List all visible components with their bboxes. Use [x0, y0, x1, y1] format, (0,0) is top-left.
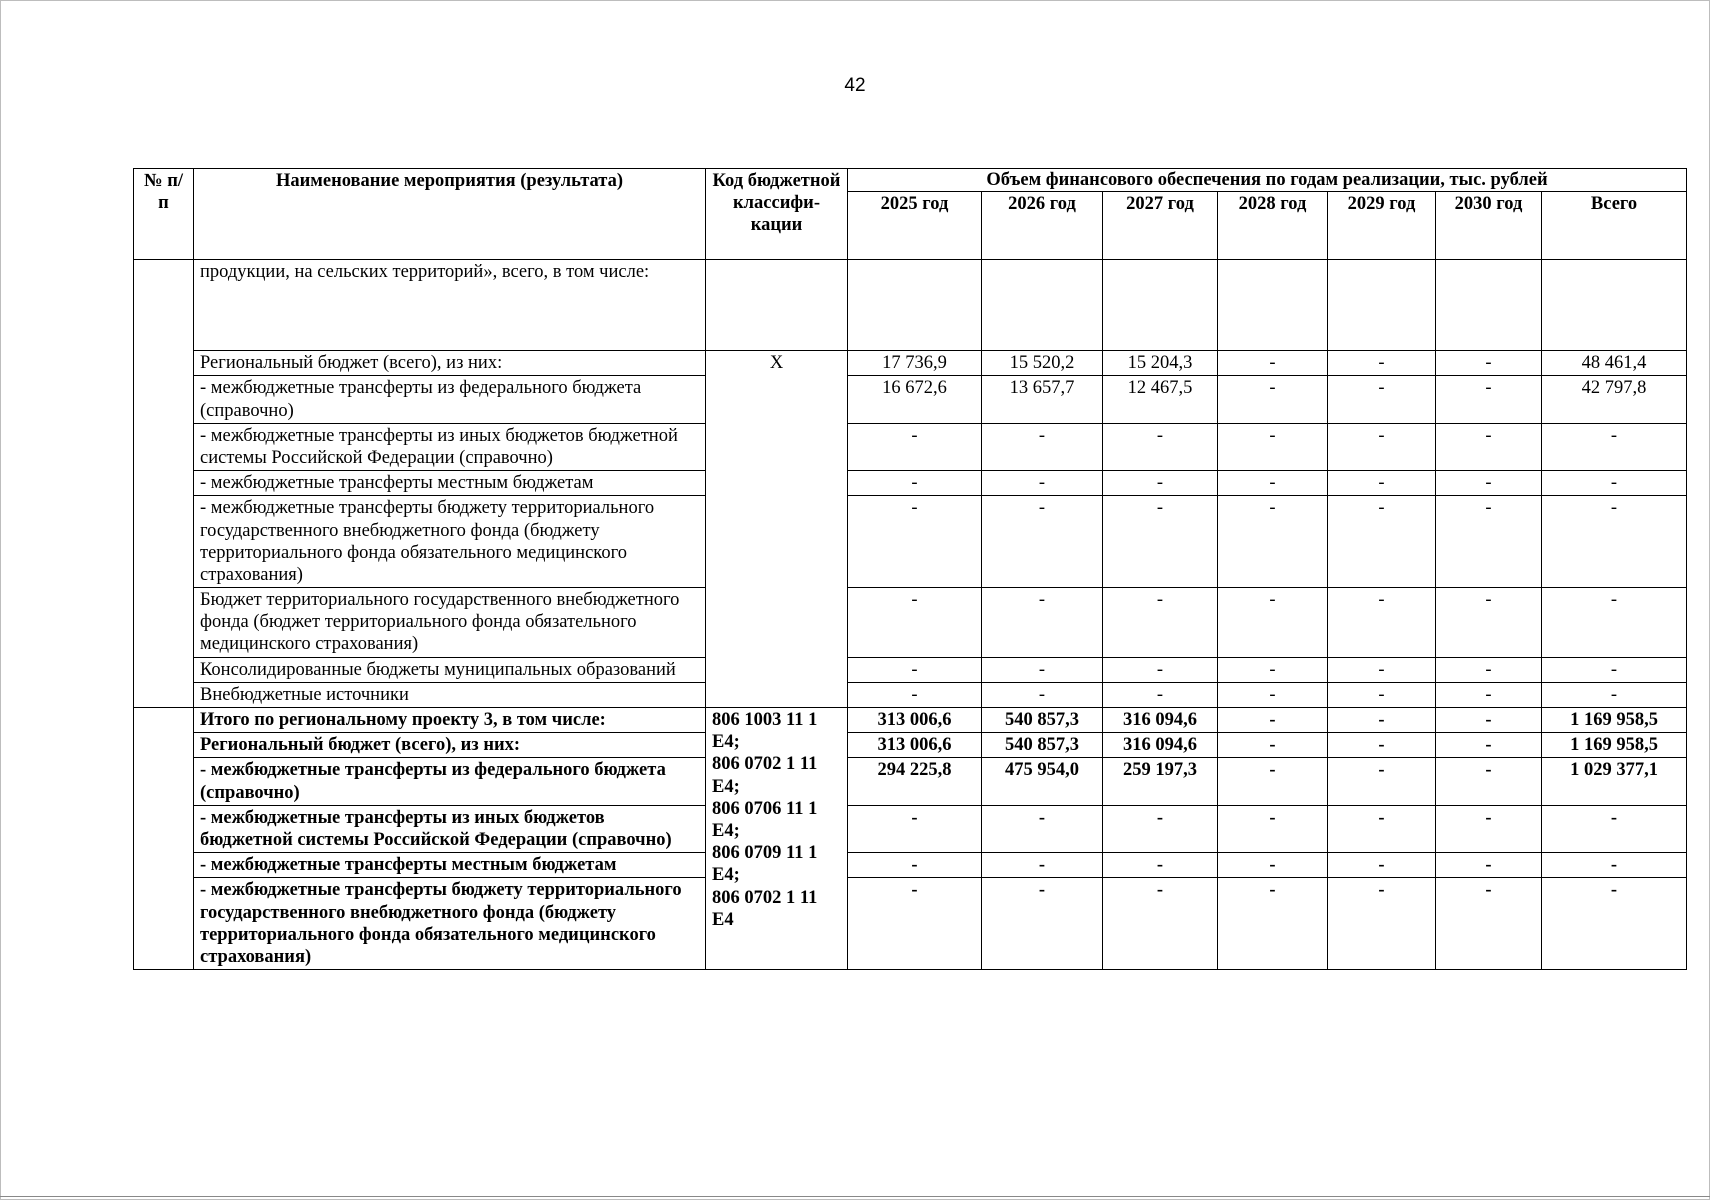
code-cell [706, 260, 848, 351]
value-cell [1328, 260, 1436, 351]
code-line: 806 0702 1 11 Е4; [712, 754, 818, 797]
table-row [134, 496, 1687, 588]
table-row [134, 682, 1687, 707]
value-2029: - [1328, 805, 1436, 852]
value-total: 1 029 377,1 [1542, 758, 1687, 805]
value-2030: - [1436, 878, 1542, 970]
value-2025: - [848, 588, 982, 658]
value-2025: - [848, 853, 982, 878]
table-row [134, 805, 1687, 852]
row-name: - межбюджетные трансферты из иных бюджетов бюджетной системы Российской Федерации (справочно) [194, 805, 706, 852]
value-2029: - [1328, 588, 1436, 658]
value-2027: 15 204,3 [1103, 351, 1218, 376]
header-row-1 [134, 169, 1687, 192]
value-cell [1436, 260, 1542, 351]
row-name: Региональный бюджет (всего), из них: [194, 733, 706, 758]
row-name: - межбюджетные трансферты из иных бюджетов бюджетной системы Российской Федерации (справочно) [194, 423, 706, 470]
header-year-2028: 2028 год [1218, 192, 1328, 260]
budget-table [133, 168, 1687, 970]
value-2027: - [1103, 657, 1218, 682]
value-2026: - [982, 657, 1103, 682]
scan-bottom-line [0, 1196, 1710, 1197]
value-cell [1103, 260, 1218, 351]
table-row [134, 260, 1687, 351]
value-2025: 313 006,6 [848, 733, 982, 758]
value-2030: - [1436, 758, 1542, 805]
value-2029: - [1328, 758, 1436, 805]
value-2025: 16 672,6 [848, 376, 982, 423]
row-name: - межбюджетные трансферты из федерального бюджета (справочно) [194, 758, 706, 805]
table-row [134, 878, 1687, 970]
row-name: продукции, на сельских территорий», всего, в том числе: [194, 260, 706, 351]
value-2028: - [1218, 878, 1328, 970]
value-total: - [1542, 496, 1687, 588]
value-2025: - [848, 805, 982, 852]
value-cell [1218, 260, 1328, 351]
value-2027: 316 094,6 [1103, 733, 1218, 758]
header-volume: Объем финансового обеспечения по годам реализации, тыс. рублей [848, 169, 1687, 192]
value-2026: - [982, 682, 1103, 707]
page-number: 42 [844, 75, 866, 96]
table-row [134, 471, 1687, 496]
value-total: - [1542, 805, 1687, 852]
code-line: 806 1003 11 1 Е4; [712, 710, 818, 753]
value-2029: - [1328, 496, 1436, 588]
value-2027: - [1103, 471, 1218, 496]
budget-code: X [706, 351, 848, 708]
value-2025: 294 225,8 [848, 758, 982, 805]
value-2026: - [982, 878, 1103, 970]
header-year-2026: 2026 год [982, 192, 1103, 260]
value-2029: - [1328, 657, 1436, 682]
value-cell [848, 260, 982, 351]
value-2027: - [1103, 805, 1218, 852]
value-2026: - [982, 471, 1103, 496]
value-2028: - [1218, 471, 1328, 496]
value-total: - [1542, 423, 1687, 470]
value-2027: - [1103, 588, 1218, 658]
value-2027: - [1103, 878, 1218, 970]
value-2029: - [1328, 853, 1436, 878]
row-name: - межбюджетные трансферты из федерального бюджета (справочно) [194, 376, 706, 423]
value-2025: - [848, 423, 982, 470]
value-total: 1 169 958,5 [1542, 708, 1687, 733]
value-2028: - [1218, 733, 1328, 758]
header-code: Код бюджетной классифи-кации [706, 169, 848, 260]
header-year-2030: 2030 год [1436, 192, 1542, 260]
value-2030: - [1436, 376, 1542, 423]
row-number-cell [134, 708, 194, 970]
value-2030: - [1436, 853, 1542, 878]
value-2030: - [1436, 588, 1542, 658]
value-2025: - [848, 657, 982, 682]
value-2030: - [1436, 682, 1542, 707]
table-row [134, 853, 1687, 878]
value-2029: - [1328, 376, 1436, 423]
table-row [134, 657, 1687, 682]
table-row [134, 708, 1687, 733]
value-2030: - [1436, 657, 1542, 682]
value-2027: 316 094,6 [1103, 708, 1218, 733]
value-2025: 313 006,6 [848, 708, 982, 733]
value-2029: - [1328, 708, 1436, 733]
value-2026: - [982, 588, 1103, 658]
value-total: 48 461,4 [1542, 351, 1687, 376]
value-2029: - [1328, 471, 1436, 496]
row-name: Внебюджетные источники [194, 682, 706, 707]
row-name: Итого по региональному проекту 3, в том числе: [194, 708, 706, 733]
value-2026: 475 954,0 [982, 758, 1103, 805]
value-total: 42 797,8 [1542, 376, 1687, 423]
value-2026: 13 657,7 [982, 376, 1103, 423]
value-cell [1542, 260, 1687, 351]
value-2030: - [1436, 805, 1542, 852]
value-2026: - [982, 496, 1103, 588]
value-2029: - [1328, 733, 1436, 758]
value-2028: - [1218, 423, 1328, 470]
header-name: Наименование мероприятия (результата) [194, 169, 706, 260]
value-2028: - [1218, 758, 1328, 805]
value-2029: - [1328, 351, 1436, 376]
value-2026: - [982, 853, 1103, 878]
value-2026: 540 857,3 [982, 733, 1103, 758]
header-total: Всего [1542, 192, 1687, 260]
row-number-cell [134, 260, 194, 708]
row-name: - межбюджетные трансферты бюджету территориального государственного внебюджетного фонда (бюджету территориального фонда обязательного медицинского страхования) [194, 878, 706, 970]
row-name: - межбюджетные трансферты бюджету территориального государственного внебюджетного фонда (бюджету территориального фонда обязательного медицинского страхования) [194, 496, 706, 588]
value-2025: - [848, 878, 982, 970]
value-total: - [1542, 682, 1687, 707]
header-year-2027: 2027 год [1103, 192, 1218, 260]
value-2026: 540 857,3 [982, 708, 1103, 733]
value-2030: - [1436, 471, 1542, 496]
value-2025: - [848, 496, 982, 588]
row-name: Бюджет территориального государственного внебюджетного фонда (бюджет территориального фонда обязательного медицинского страхования) [194, 588, 706, 658]
value-2028: - [1218, 588, 1328, 658]
value-2028: - [1218, 682, 1328, 707]
value-2029: - [1328, 878, 1436, 970]
row-name: Региональный бюджет (всего), из них: [194, 351, 706, 376]
value-2028: - [1218, 708, 1328, 733]
value-2027: - [1103, 423, 1218, 470]
value-2030: - [1436, 733, 1542, 758]
value-2027: - [1103, 682, 1218, 707]
code-line: 806 0709 11 1 Е4; [712, 843, 818, 886]
value-2028: - [1218, 376, 1328, 423]
value-2030: - [1436, 708, 1542, 733]
value-2028: - [1218, 496, 1328, 588]
value-2027: 259 197,3 [1103, 758, 1218, 805]
table-row [134, 351, 1687, 376]
value-total: - [1542, 471, 1687, 496]
value-total: - [1542, 657, 1687, 682]
value-2030: - [1436, 423, 1542, 470]
value-2029: - [1328, 423, 1436, 470]
value-2025: - [848, 471, 982, 496]
value-2030: - [1436, 496, 1542, 588]
code-line: 806 0702 1 11 Е4 [712, 887, 818, 930]
value-2028: - [1218, 657, 1328, 682]
value-total: - [1542, 878, 1687, 970]
value-2028: - [1218, 853, 1328, 878]
value-cell [982, 260, 1103, 351]
value-2027: - [1103, 853, 1218, 878]
value-2027: 12 467,5 [1103, 376, 1218, 423]
table-row [134, 758, 1687, 805]
value-total: - [1542, 588, 1687, 658]
value-2026: - [982, 423, 1103, 470]
table-row [134, 423, 1687, 470]
header-year-2029: 2029 год [1328, 192, 1436, 260]
value-2025: - [848, 682, 982, 707]
value-2026: - [982, 805, 1103, 852]
value-total: - [1542, 853, 1687, 878]
value-2027: - [1103, 496, 1218, 588]
value-2029: - [1328, 682, 1436, 707]
row-name: - межбюджетные трансферты местным бюджетам [194, 853, 706, 878]
value-2026: 15 520,2 [982, 351, 1103, 376]
header-number: № п/п [134, 169, 194, 260]
table-row [134, 588, 1687, 658]
table-row [134, 733, 1687, 758]
header-year-2025: 2025 год [848, 192, 982, 260]
value-2030: - [1436, 351, 1542, 376]
value-2028: - [1218, 805, 1328, 852]
budget-code [706, 708, 848, 970]
code-line: 806 0706 11 1 Е4; [712, 798, 818, 841]
value-2028: - [1218, 351, 1328, 376]
row-name: Консолидированные бюджеты муниципальных образований [194, 657, 706, 682]
row-name: - межбюджетные трансферты местным бюджетам [194, 471, 706, 496]
value-total: 1 169 958,5 [1542, 733, 1687, 758]
value-2025: 17 736,9 [848, 351, 982, 376]
table-row [134, 376, 1687, 423]
